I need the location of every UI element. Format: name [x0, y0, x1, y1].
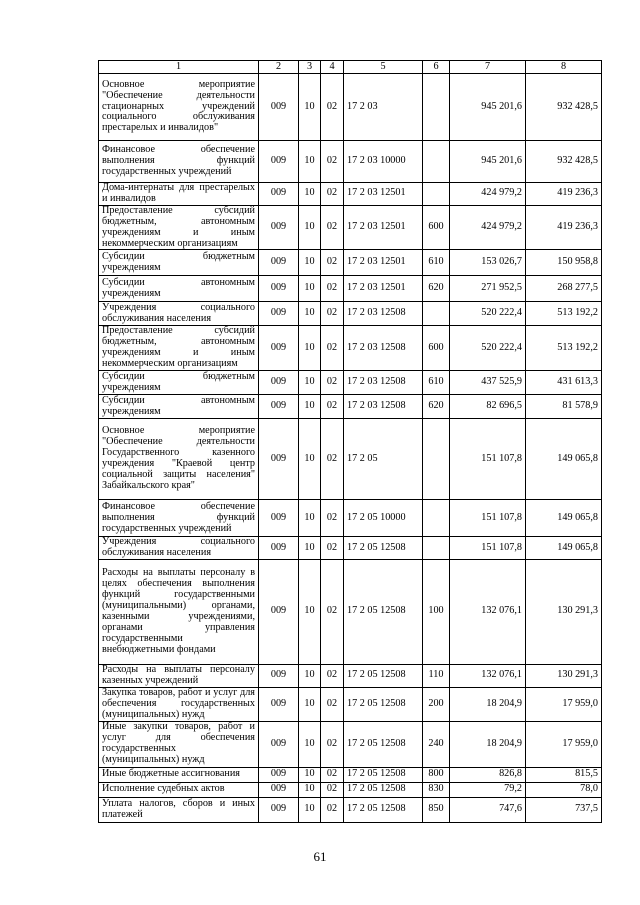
section-code-cell: 10	[299, 767, 321, 782]
section-code-cell: 10	[299, 326, 321, 371]
amount-year2-cell: 130 291,3	[526, 559, 602, 664]
subsection-code-cell: 02	[321, 326, 344, 371]
subsection-code-cell: 02	[321, 250, 344, 276]
section-code-cell: 10	[299, 371, 321, 395]
amount-year2-cell: 149 065,8	[526, 419, 602, 500]
subsection-code-cell: 02	[321, 141, 344, 183]
amount-year2-cell: 130 291,3	[526, 664, 602, 687]
expense-type-cell: 620	[423, 276, 450, 302]
amount-year1-cell: 747,6	[450, 797, 526, 822]
budget-table	[98, 60, 602, 823]
amount-year1-cell: 151 107,8	[450, 537, 526, 560]
grbs-code-cell: 009	[259, 537, 299, 560]
target-article-cell: 17 2 05 12508	[344, 687, 423, 721]
row-name-cell: Субсидии автономным учреждениям	[99, 276, 259, 302]
section-code-cell: 10	[299, 559, 321, 664]
expense-type-cell: 240	[423, 721, 450, 767]
grbs-code-cell: 009	[259, 559, 299, 664]
expense-type-cell: 610	[423, 250, 450, 276]
amount-year2-cell: 268 277,5	[526, 276, 602, 302]
expense-type-cell	[423, 419, 450, 500]
expense-type-cell: 800	[423, 767, 450, 782]
target-article-cell: 17 2 05 12508	[344, 721, 423, 767]
table-row	[99, 782, 602, 797]
section-code-cell: 10	[299, 687, 321, 721]
section-code-cell: 10	[299, 395, 321, 419]
row-name-cell: Субсидии бюджетным учреждениям	[99, 250, 259, 276]
subsection-code-cell: 02	[321, 721, 344, 767]
subsection-code-cell: 02	[321, 500, 344, 537]
table-row	[99, 559, 602, 664]
target-article-cell: 17 2 05 12508	[344, 797, 423, 822]
amount-year1-cell: 520 222,4	[450, 302, 526, 326]
amount-year1-cell: 18 204,9	[450, 687, 526, 721]
amount-year2-cell: 149 065,8	[526, 537, 602, 560]
amount-year2-cell: 932 428,5	[526, 141, 602, 183]
expense-type-cell	[423, 183, 450, 206]
target-article-cell: 17 2 05	[344, 419, 423, 500]
target-article-cell: 17 2 05 12508	[344, 782, 423, 797]
section-code-cell: 10	[299, 302, 321, 326]
table-row	[99, 419, 602, 500]
row-name-cell: Субсидии автономным учреждениям	[99, 395, 259, 419]
target-article-cell: 17 2 05 12508	[344, 767, 423, 782]
amount-year1-cell: 424 979,2	[450, 205, 526, 250]
amount-year1-cell: 945 201,6	[450, 74, 526, 141]
row-name-cell: Расходы на выплаты персоналу казенных учреждений	[99, 664, 259, 687]
row-name-cell: Предоставление субсидий бюджетным, автономным учреждениям и иным некоммерческим организациям	[99, 205, 259, 250]
column-header: 4	[321, 61, 344, 74]
target-article-cell: 17 2 03 12501	[344, 183, 423, 206]
row-name-cell: Предоставление субсидий бюджетным, автономным учреждениям и иным некоммерческим организациям	[99, 326, 259, 371]
column-header: 1	[99, 61, 259, 74]
amount-year1-cell: 271 952,5	[450, 276, 526, 302]
table-row	[99, 371, 602, 395]
grbs-code-cell: 009	[259, 664, 299, 687]
subsection-code-cell: 02	[321, 687, 344, 721]
subsection-code-cell: 02	[321, 276, 344, 302]
subsection-code-cell: 02	[321, 395, 344, 419]
grbs-code-cell: 009	[259, 302, 299, 326]
amount-year2-cell: 419 236,3	[526, 183, 602, 206]
grbs-code-cell: 009	[259, 687, 299, 721]
amount-year1-cell: 437 525,9	[450, 371, 526, 395]
row-name-cell: Иные закупки товаров, работ и услуг для обеспечения государственных (муниципальных) нужд	[99, 721, 259, 767]
expense-type-cell: 110	[423, 664, 450, 687]
amount-year1-cell: 82 696,5	[450, 395, 526, 419]
table-row	[99, 205, 602, 250]
grbs-code-cell: 009	[259, 250, 299, 276]
row-name-cell: Расходы на выплаты персоналу в целях обеспечения выполнения функций государственными (муниципальными) органами, казенными учреждениями, органами управления государственными внебюджетными фондами	[99, 559, 259, 664]
subsection-code-cell: 02	[321, 74, 344, 141]
amount-year2-cell: 81 578,9	[526, 395, 602, 419]
table-row	[99, 395, 602, 419]
amount-year1-cell: 151 107,8	[450, 500, 526, 537]
section-code-cell: 10	[299, 183, 321, 206]
section-code-cell: 10	[299, 74, 321, 141]
column-header: 8	[526, 61, 602, 74]
table-row	[99, 141, 602, 183]
target-article-cell: 17 2 03 12508	[344, 371, 423, 395]
expense-type-cell: 830	[423, 782, 450, 797]
amount-year2-cell: 815,5	[526, 767, 602, 782]
expense-type-cell: 100	[423, 559, 450, 664]
amount-year1-cell: 132 076,1	[450, 559, 526, 664]
row-name-cell: Исполнение судебных актов	[99, 782, 259, 797]
amount-year2-cell: 78,0	[526, 782, 602, 797]
section-code-cell: 10	[299, 276, 321, 302]
page-number: 61	[313, 849, 327, 864]
grbs-code-cell: 009	[259, 326, 299, 371]
amount-year1-cell: 826,8	[450, 767, 526, 782]
section-code-cell: 10	[299, 797, 321, 822]
section-code-cell: 10	[299, 419, 321, 500]
expense-type-cell	[423, 74, 450, 141]
amount-year2-cell: 737,5	[526, 797, 602, 822]
table-row	[99, 302, 602, 326]
section-code-cell: 10	[299, 664, 321, 687]
target-article-cell: 17 2 05 12508	[344, 537, 423, 560]
grbs-code-cell: 009	[259, 500, 299, 537]
amount-year2-cell: 419 236,3	[526, 205, 602, 250]
target-article-cell: 17 2 03 12508	[344, 302, 423, 326]
table-row	[99, 687, 602, 721]
target-article-cell: 17 2 05 12508	[344, 664, 423, 687]
amount-year1-cell: 132 076,1	[450, 664, 526, 687]
column-header: 3	[299, 61, 321, 74]
row-name-cell: Уплата налогов, сборов и иных платежей	[99, 797, 259, 822]
amount-year1-cell: 424 979,2	[450, 183, 526, 206]
grbs-code-cell: 009	[259, 721, 299, 767]
expense-type-cell	[423, 537, 450, 560]
table-row	[99, 721, 602, 767]
grbs-code-cell: 009	[259, 782, 299, 797]
table-row	[99, 326, 602, 371]
row-name-cell: Дома-интернаты для престарелых и инвалидов	[99, 183, 259, 206]
row-name-cell: Учреждения социального обслуживания населения	[99, 537, 259, 560]
amount-year2-cell: 513 192,2	[526, 302, 602, 326]
grbs-code-cell: 009	[259, 797, 299, 822]
grbs-code-cell: 009	[259, 74, 299, 141]
subsection-code-cell: 02	[321, 664, 344, 687]
table-row	[99, 664, 602, 687]
target-article-cell: 17 2 03 12501	[344, 205, 423, 250]
subsection-code-cell: 02	[321, 205, 344, 250]
grbs-code-cell: 009	[259, 371, 299, 395]
target-article-cell: 17 2 03 12508	[344, 395, 423, 419]
expense-type-cell: 600	[423, 205, 450, 250]
table-row	[99, 537, 602, 560]
target-article-cell: 17 2 05 10000	[344, 500, 423, 537]
grbs-code-cell: 009	[259, 141, 299, 183]
target-article-cell: 17 2 03 12508	[344, 326, 423, 371]
expense-type-cell: 610	[423, 371, 450, 395]
grbs-code-cell: 009	[259, 419, 299, 500]
amount-year2-cell: 149 065,8	[526, 500, 602, 537]
amount-year1-cell: 945 201,6	[450, 141, 526, 183]
section-code-cell: 10	[299, 250, 321, 276]
amount-year2-cell: 932 428,5	[526, 74, 602, 141]
row-name-cell: Субсидии бюджетным учреждениям	[99, 371, 259, 395]
target-article-cell: 17 2 03 12501	[344, 250, 423, 276]
expense-type-cell	[423, 141, 450, 183]
table-header-row	[99, 61, 602, 74]
subsection-code-cell: 02	[321, 419, 344, 500]
table-row	[99, 276, 602, 302]
subsection-code-cell: 02	[321, 559, 344, 664]
section-code-cell: 10	[299, 537, 321, 560]
amount-year1-cell: 151 107,8	[450, 419, 526, 500]
section-code-cell: 10	[299, 205, 321, 250]
target-article-cell: 17 2 03 12501	[344, 276, 423, 302]
row-name-cell: Закупка товаров, работ и услуг для обеспечения государственных (муниципальных) нужд	[99, 687, 259, 721]
section-code-cell: 10	[299, 782, 321, 797]
amount-year1-cell: 18 204,9	[450, 721, 526, 767]
grbs-code-cell: 009	[259, 276, 299, 302]
subsection-code-cell: 02	[321, 782, 344, 797]
section-code-cell: 10	[299, 721, 321, 767]
amount-year2-cell: 17 959,0	[526, 687, 602, 721]
section-code-cell: 10	[299, 500, 321, 537]
amount-year1-cell: 79,2	[450, 782, 526, 797]
table-row	[99, 797, 602, 822]
row-name-cell: Учреждения социального обслуживания населения	[99, 302, 259, 326]
amount-year1-cell: 153 026,7	[450, 250, 526, 276]
amount-year2-cell: 513 192,2	[526, 326, 602, 371]
subsection-code-cell: 02	[321, 797, 344, 822]
subsection-code-cell: 02	[321, 302, 344, 326]
column-header: 6	[423, 61, 450, 74]
grbs-code-cell: 009	[259, 767, 299, 782]
table-row	[99, 74, 602, 141]
table-row	[99, 250, 602, 276]
grbs-code-cell: 009	[259, 205, 299, 250]
amount-year1-cell: 520 222,4	[450, 326, 526, 371]
expense-type-cell: 620	[423, 395, 450, 419]
expense-type-cell	[423, 302, 450, 326]
table-row	[99, 183, 602, 206]
amount-year2-cell: 17 959,0	[526, 721, 602, 767]
column-header: 2	[259, 61, 299, 74]
grbs-code-cell: 009	[259, 395, 299, 419]
row-name-cell: Основное мероприятие "Обеспечение деятельности стационарных учреждений социального обслуживания престарелых и инвалидов"	[99, 74, 259, 141]
target-article-cell: 17 2 03 10000	[344, 141, 423, 183]
row-name-cell: Финансовое обеспечение выполнения функций государственных учреждений	[99, 141, 259, 183]
target-article-cell: 17 2 05 12508	[344, 559, 423, 664]
amount-year2-cell: 431 613,3	[526, 371, 602, 395]
expense-type-cell: 200	[423, 687, 450, 721]
row-name-cell: Финансовое обеспечение выполнения функций государственных учреждений	[99, 500, 259, 537]
subsection-code-cell: 02	[321, 767, 344, 782]
target-article-cell: 17 2 03	[344, 74, 423, 141]
subsection-code-cell: 02	[321, 183, 344, 206]
row-name-cell: Иные бюджетные ассигнования	[99, 767, 259, 782]
table-row	[99, 767, 602, 782]
column-header: 7	[450, 61, 526, 74]
subsection-code-cell: 02	[321, 371, 344, 395]
grbs-code-cell: 009	[259, 183, 299, 206]
subsection-code-cell: 02	[321, 537, 344, 560]
expense-type-cell	[423, 500, 450, 537]
table-row	[99, 500, 602, 537]
section-code-cell: 10	[299, 141, 321, 183]
expense-type-cell: 850	[423, 797, 450, 822]
column-header: 5	[344, 61, 423, 74]
expense-type-cell: 600	[423, 326, 450, 371]
row-name-cell: Основное мероприятие "Обеспечение деятельности Государственного казенного учреждения "Краевой центр социальной защиты населения" Забайкальского края"	[99, 419, 259, 500]
amount-year2-cell: 150 958,8	[526, 250, 602, 276]
